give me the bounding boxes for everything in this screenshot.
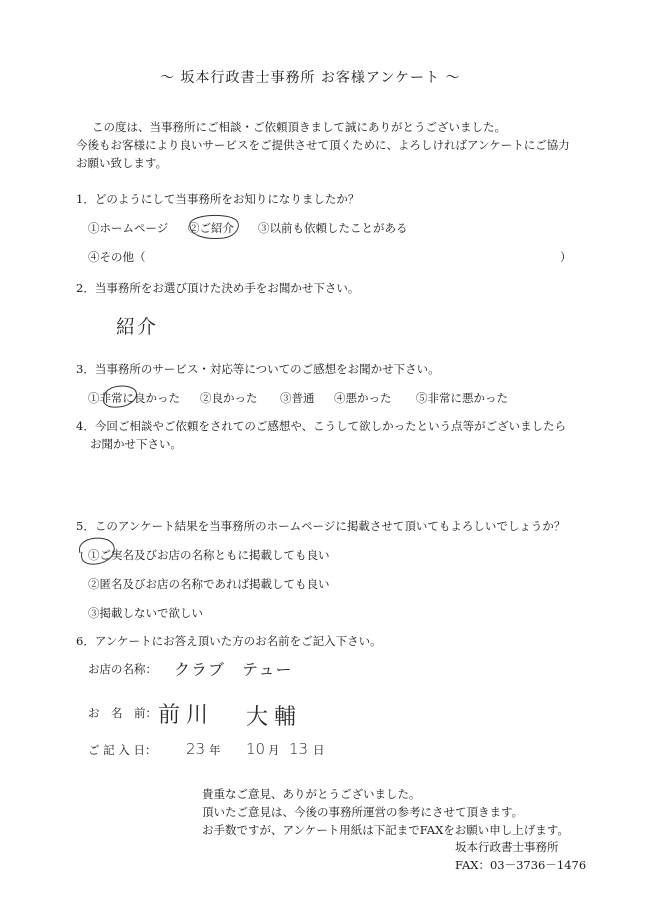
date-label: ご 記 入 日：	[88, 743, 157, 757]
date-month-value[interactable]: 10	[246, 740, 266, 758]
intro-line-3: お願い致します。	[76, 156, 168, 170]
footer-request: お手数ですが、アンケート用紙は下記までFAXをお願い申し上げます。	[202, 823, 569, 837]
q3-option-average[interactable]: ③普通	[280, 391, 315, 405]
q5-option-no-publish[interactable]: ③掲載しないで欲しい	[88, 606, 203, 620]
page-title: ～ 坂本行政書士事務所 お客様アンケート ～	[160, 70, 461, 86]
footer-thanks: 貴重なご意見、ありがとうございました。	[202, 787, 421, 801]
q1-option-other[interactable]: ④その他（	[88, 250, 146, 264]
name-label: お 名 前：	[88, 706, 157, 720]
name-given-value[interactable]: 大輔	[246, 705, 303, 730]
q4-question-line1: 4．今回ご相談やご依頼をされてのご感想や、こうして欲しかったという点等がございましたら	[76, 419, 567, 433]
date-year-value[interactable]: 23	[186, 740, 206, 758]
q2-answer-handwritten[interactable]: 紹介	[116, 316, 159, 338]
q1-option-referral[interactable]: ②ご紹介	[188, 221, 234, 235]
footer-office-name: 坂本行政書士事務所	[455, 840, 559, 854]
q4-question-line2: お聞かせ下さい。	[90, 437, 182, 451]
q5-option-real-name[interactable]: ①ご実名及びお店の名称ともに掲載しても良い	[88, 548, 330, 562]
q5-question: 5．このアンケート結果を当事務所のホームページに掲載させて頂いてもよろしいでしょうか？	[76, 519, 566, 533]
footer-note: 頂いたご意見は、今後の事務所運営の参考にさせて頂きます。	[202, 805, 524, 819]
q1-question: 1．どのようにして当事務所をお知りになりましたか？	[76, 192, 360, 206]
q3-question: 3．当事務所のサービス・対応等についてのご感想をお聞かせ下さい。	[76, 362, 440, 376]
intro-line-2: 今後もお客様により良いサービスをご提供させて頂くために、よろしければアンケートにご協力	[76, 138, 570, 152]
shop-name-value[interactable]: クラブ テュー	[174, 660, 293, 679]
year-unit: 年	[209, 743, 221, 757]
q1-other-close: ）	[560, 250, 572, 264]
month-unit: 月	[268, 743, 280, 757]
date-day-value[interactable]: 13	[289, 740, 309, 758]
q2-question: 2．当事務所をお選び頂けた決め手をお聞かせ下さい。	[76, 281, 360, 295]
q5-option-anonymous[interactable]: ②匿名及びお店の名称であれば掲載しても良い	[88, 577, 330, 591]
name-family-value[interactable]: 前川	[158, 703, 215, 728]
q1-option-previous[interactable]: ③以前も依頼したことがある	[258, 221, 408, 235]
q3-option-good[interactable]: ②良かった	[200, 391, 258, 405]
q3-option-bad[interactable]: ④悪かった	[334, 391, 392, 405]
q3-option-very-bad[interactable]: ⑤非常に悪かった	[416, 391, 508, 405]
q3-option-very-good[interactable]: ①非常に良かった	[88, 391, 180, 405]
intro-line-1: この度は、当事務所にご相談・ご依頼頂きまして誠にありがとうございました。	[92, 120, 506, 134]
q1-option-homepage[interactable]: ①ホームページ	[88, 221, 169, 235]
day-unit: 日	[313, 743, 325, 757]
shop-name-label: お店の名称：	[88, 662, 157, 676]
q6-question: 6．アンケートにお答え頂いた方のお名前をご記入下さい。	[76, 634, 382, 648]
footer-fax: FAX：03－3736－1476	[455, 858, 587, 872]
